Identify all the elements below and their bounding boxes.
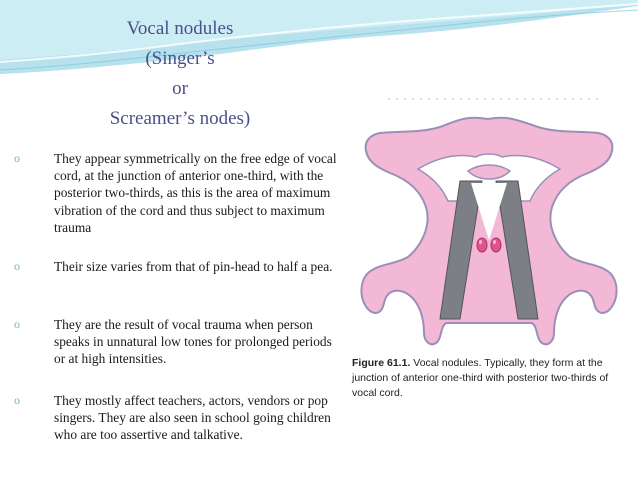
figure-caption-text: Vocal nodules. Typically, they form at the junction of anterior one-third with posterior two-thirds of vocal cord. xyxy=(352,357,609,399)
title-line-1: Vocal nodules xyxy=(126,18,234,39)
bullet-text: Their size varies from that of pin-head to half a pea. xyxy=(54,259,333,274)
bullet-item xyxy=(14,316,344,368)
bullet-marker-icon: o xyxy=(14,259,20,273)
bullet-marker-icon: o xyxy=(14,151,20,165)
bullet-marker-icon: o xyxy=(14,393,20,407)
title-line-2: (Singer’s xyxy=(145,48,215,69)
slide-title xyxy=(60,14,300,134)
figure-caption xyxy=(352,356,628,401)
bullet-item xyxy=(14,392,344,444)
title-line-3: or xyxy=(172,78,188,99)
bullet-text: They mostly affect teachers, actors, vendors or pop singers. They are also seen in school going children who are too assertive and talkative. xyxy=(54,393,331,443)
bullet-marker-icon: o xyxy=(14,317,20,331)
figure-label: Figure 61.1. xyxy=(352,357,411,369)
bullet-item xyxy=(14,150,344,236)
bullet-text: They are the result of vocal trauma when person speaks in unnatural low tones for prolonged periods or at high intensities. xyxy=(54,317,332,367)
bullet-item xyxy=(14,258,344,275)
bullet-text: They appear symmetrically on the free edge of vocal cord, at the junction of anterior one-third, with the posterior two-thirds, as this is the area of maximum vibration of the cord and thus subject to maximum trauma xyxy=(54,151,337,235)
title-line-4: Screamer’s nodes) xyxy=(109,108,251,129)
